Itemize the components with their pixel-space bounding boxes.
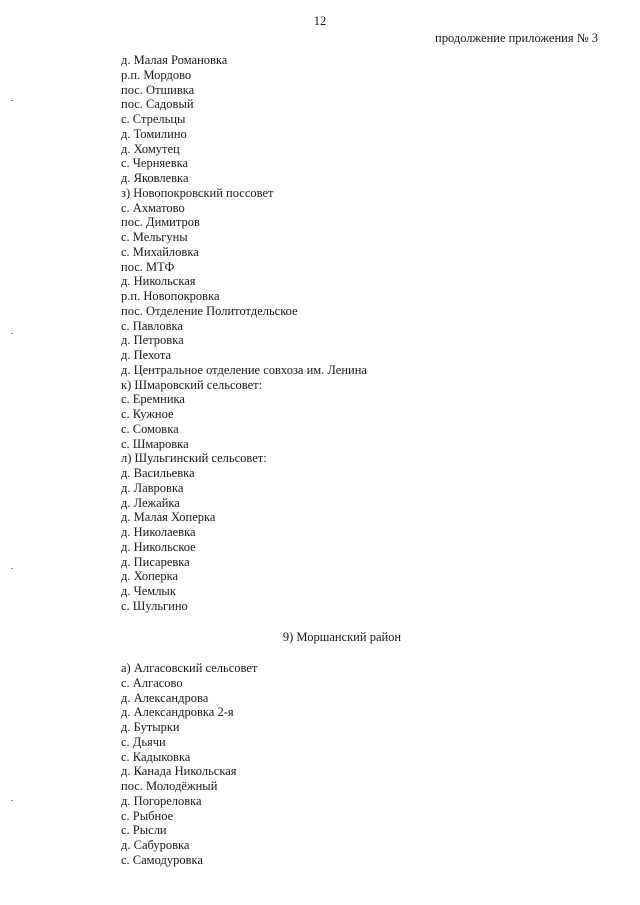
list-item: с. Ахматово (121, 200, 185, 215)
list-item: д. Никольская (121, 274, 196, 289)
list-item: с. Мельгуны (121, 230, 188, 244)
list-item: д. Александрова (121, 690, 209, 705)
list-item: д. Никольское (121, 539, 196, 554)
list-item: д. Лавровка (121, 480, 184, 495)
council-heading: л) Шульгинский сельсовет: (121, 451, 267, 466)
list-item: с. Михайловка (121, 244, 199, 259)
scan-mark (11, 333, 13, 334)
continuation-note: продолжение приложения № 3 (435, 31, 598, 45)
list-item: д. Николаевка (121, 525, 196, 539)
list-item: с. Еремника (121, 392, 185, 407)
list-item: с. Черняевка (121, 156, 189, 171)
council-heading: з) Новопокровский поссовет (121, 185, 274, 200)
page-number: 12 (313, 14, 327, 28)
list-item: с. Кужное (121, 407, 174, 421)
list-item: д. Погореловка (121, 793, 202, 808)
list-item: с. Стрельцы (121, 112, 186, 126)
list-item: с. Дьячи (121, 734, 166, 749)
district-settlement-list (121, 661, 257, 868)
list-item: с. Рысли (121, 823, 167, 838)
list-item: д. Писаревка (121, 554, 190, 569)
list-item: пос. Молодёжный (121, 779, 218, 793)
council-heading: к) Шмаровский сельсовет: (121, 377, 263, 392)
list-item: д. Малая Романовка (121, 53, 228, 67)
list-item: д. Лежайка (121, 495, 180, 510)
list-item: р.п. Новопокровка (121, 289, 220, 303)
list-item: пос. МТФ (121, 259, 175, 274)
list-item: с. Сомовка (121, 421, 179, 436)
list-item: д. Васильевка (121, 466, 195, 480)
scan-mark (11, 800, 13, 801)
list-item: д. Центральное отделение совхоза им. Ленина (121, 362, 367, 377)
list-item: пос. Димитров (121, 215, 200, 230)
list-item: д. Сабуровка (121, 838, 190, 852)
list-item: с. Шульгино (121, 598, 188, 613)
list-item: д. Малая Хоперка (121, 510, 216, 525)
list-item: с. Рыбное (121, 808, 174, 823)
list-item: д. Бутырки (121, 720, 180, 734)
council-heading: а) Алгасовский сельсовет (121, 661, 258, 675)
list-item: д. Хоперка (121, 569, 179, 584)
list-item: д. Яковлевка (121, 171, 189, 185)
list-item: пос. Отшивка (121, 82, 195, 97)
list-item: с. Алгасово (121, 675, 183, 690)
list-item: пос. Отделение Политотдельское (121, 303, 298, 318)
scan-mark (11, 100, 13, 101)
list-item: с. Павловка (121, 318, 183, 333)
list-item: д. Канада Никольская (121, 764, 237, 779)
list-item: пос. Садовый (121, 97, 194, 112)
list-item: д. Пехота (121, 348, 172, 362)
list-item: д. Петровка (121, 333, 184, 348)
list-item: д. Томилино (121, 126, 187, 141)
list-item: с. Шмаровка (121, 436, 189, 451)
list-item: с. Самодуровка (121, 852, 203, 867)
list-item: д. Александровка 2-я (121, 705, 234, 720)
list-item: р.п. Мордово (121, 67, 192, 82)
settlement-list (121, 53, 367, 614)
district-heading: 9) Моршанский район (282, 630, 402, 644)
list-item: д. Хомутец (121, 141, 180, 156)
list-item: д. Чемлык (121, 584, 176, 598)
list-item: с. Кадыковка (121, 749, 191, 764)
scan-mark (11, 568, 13, 569)
